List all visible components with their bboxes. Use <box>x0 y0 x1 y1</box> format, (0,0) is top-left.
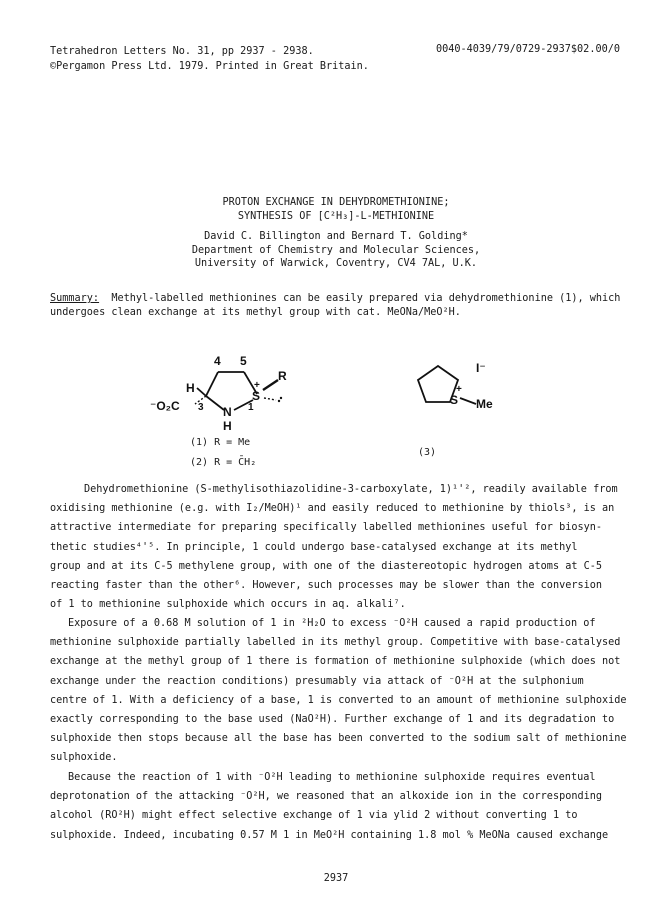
p1-line: group and at its C-5 methylene group, with one of the diastereotopic hydrogen atoms at C-5 <box>50 560 603 572</box>
p1-line: Dehydromethionine (S-methylisothiazolidine-3-carboxylate, 1)¹'², readily available from <box>84 484 618 495</box>
p2-line: sulphoxide then stops because all the base has been converted to the sodium salt of methionine <box>50 733 627 745</box>
p2-line: sulphoxide. <box>50 752 118 764</box>
p1-line: of 1 to methionine sulphoxide which occurs in aq. alkali⁷. <box>50 599 406 611</box>
title-line-2: SYNTHESIS OF [C²H₃]-L-METHIONINE <box>237 211 435 222</box>
atom-label-1: 1 <box>248 402 254 413</box>
atom-h-top: H <box>186 381 195 395</box>
atom-me: Me <box>476 397 493 411</box>
atom-s: S <box>450 393 459 407</box>
atom-h-bottom: H <box>223 419 232 433</box>
chemical-structures <box>140 350 540 440</box>
copyright-line: ©Pergamon Press Ltd. 1979. Printed in Great Britain. <box>50 61 369 72</box>
paragraph-3 <box>50 768 622 845</box>
journal-header <box>50 44 369 74</box>
paragraph-1 <box>50 480 622 614</box>
summary-line-2: undergoes clean exchange at its methyl group with cat. MeONa/MeO²H. <box>50 307 461 318</box>
structure-1 <box>150 354 287 433</box>
atom-s-plus: S <box>252 389 261 403</box>
atom-n: N <box>223 405 232 419</box>
p1-line: attractive intermediate for preparing specifically labelled methionines useful for biosyn- <box>50 522 603 534</box>
paragraph-2 <box>50 614 627 768</box>
page-number: 2937 <box>323 873 349 884</box>
caption-3: (3) <box>418 447 437 458</box>
caption-2: (2) R = C̄H₂ <box>190 457 257 468</box>
charge-plus: + <box>254 380 260 391</box>
journal-line: Tetrahedron Letters No. 31, pp 2937 - 2938. <box>50 46 314 57</box>
author-university: University of Warwick, Coventry, CV4 7AL, U.K. <box>194 258 478 269</box>
atom-label-4: 4 <box>214 354 221 368</box>
p1-line: reacting faster than the other⁶. However, such processes may be slower than the conversion <box>50 580 603 592</box>
author-names: David C. Billington and Bernard T. Golding* <box>204 231 468 242</box>
atom-r: R <box>278 369 287 383</box>
author-department: Department of Chemistry and Molecular Sciences, <box>191 244 481 256</box>
summary-label: Summary: <box>50 293 100 304</box>
atom-label-5: 5 <box>240 354 247 368</box>
p3-line: deprotonation of the attacking ⁻O²H, we reasoned that an alkoxide ion in the corresponding <box>50 791 603 803</box>
p3-line: alcohol (RO²H) might effect selective exchange of 1 via ylid 2 without converting 1 to <box>50 810 578 822</box>
p1-line: thetic studies⁴'⁵. In principle, 1 could undergo base-catalysed exchange at its methyl <box>50 541 578 553</box>
p3-line: sulphoxide. Indeed, incubating 0.57 M 1 in MeO²H containing 1.8 mol % MeONa caused exchange <box>50 829 609 841</box>
caption-1: (1) R = Me <box>190 437 251 448</box>
p1-line: oxidising methionine (e.g. with I₂/MeOH)¹ and easily reduced to methionine by thiols³, is an <box>50 503 615 515</box>
p2-line: centre of 1. With a deficiency of a base, 1 is converted to an amount of methionine sulphoxide <box>50 694 627 706</box>
article-title <box>0 196 672 224</box>
summary-line-1: Methyl-labelled methionines can be easily prepared via dehydromethionine (1), which <box>111 293 621 304</box>
p2-line: exchange under the reaction conditions) presumably via attack of ⁻O²H at the sulphonium <box>50 675 584 687</box>
structure-3 <box>418 361 493 411</box>
author-block <box>0 230 672 271</box>
p2-line: methionine sulphoxide partially labelled in its methyl group. Competitive with base-catalysed <box>50 637 621 649</box>
title-line-1: PROTON EXCHANGE IN DEHYDROMETHIONINE; <box>222 197 450 208</box>
p3-line: Because the reaction of 1 with ⁻O²H leading to methionine sulphoxide requires eventual <box>68 772 596 783</box>
svg-text:+: + <box>456 384 462 395</box>
article-code: 0040-4039/79/0729-2937$02.00/0 <box>435 44 620 55</box>
carboxylate: ⁻O₂C <box>150 399 180 413</box>
p2-line: exactly corresponding to the base used (NaO²H). Further exchange of 1 and its degradation to <box>50 714 615 726</box>
p2-line: Exposure of a 0.68 M solution of 1 in ²H₂O to excess ⁻O²H caused a rapid production of <box>68 618 596 629</box>
atom-label-3: 3 <box>198 402 204 413</box>
iodide: I⁻ <box>476 361 486 375</box>
p2-line: exchange at the methyl group of 1 there is formation of methionine sulphoxide (which does not <box>50 656 621 668</box>
summary <box>50 292 620 320</box>
